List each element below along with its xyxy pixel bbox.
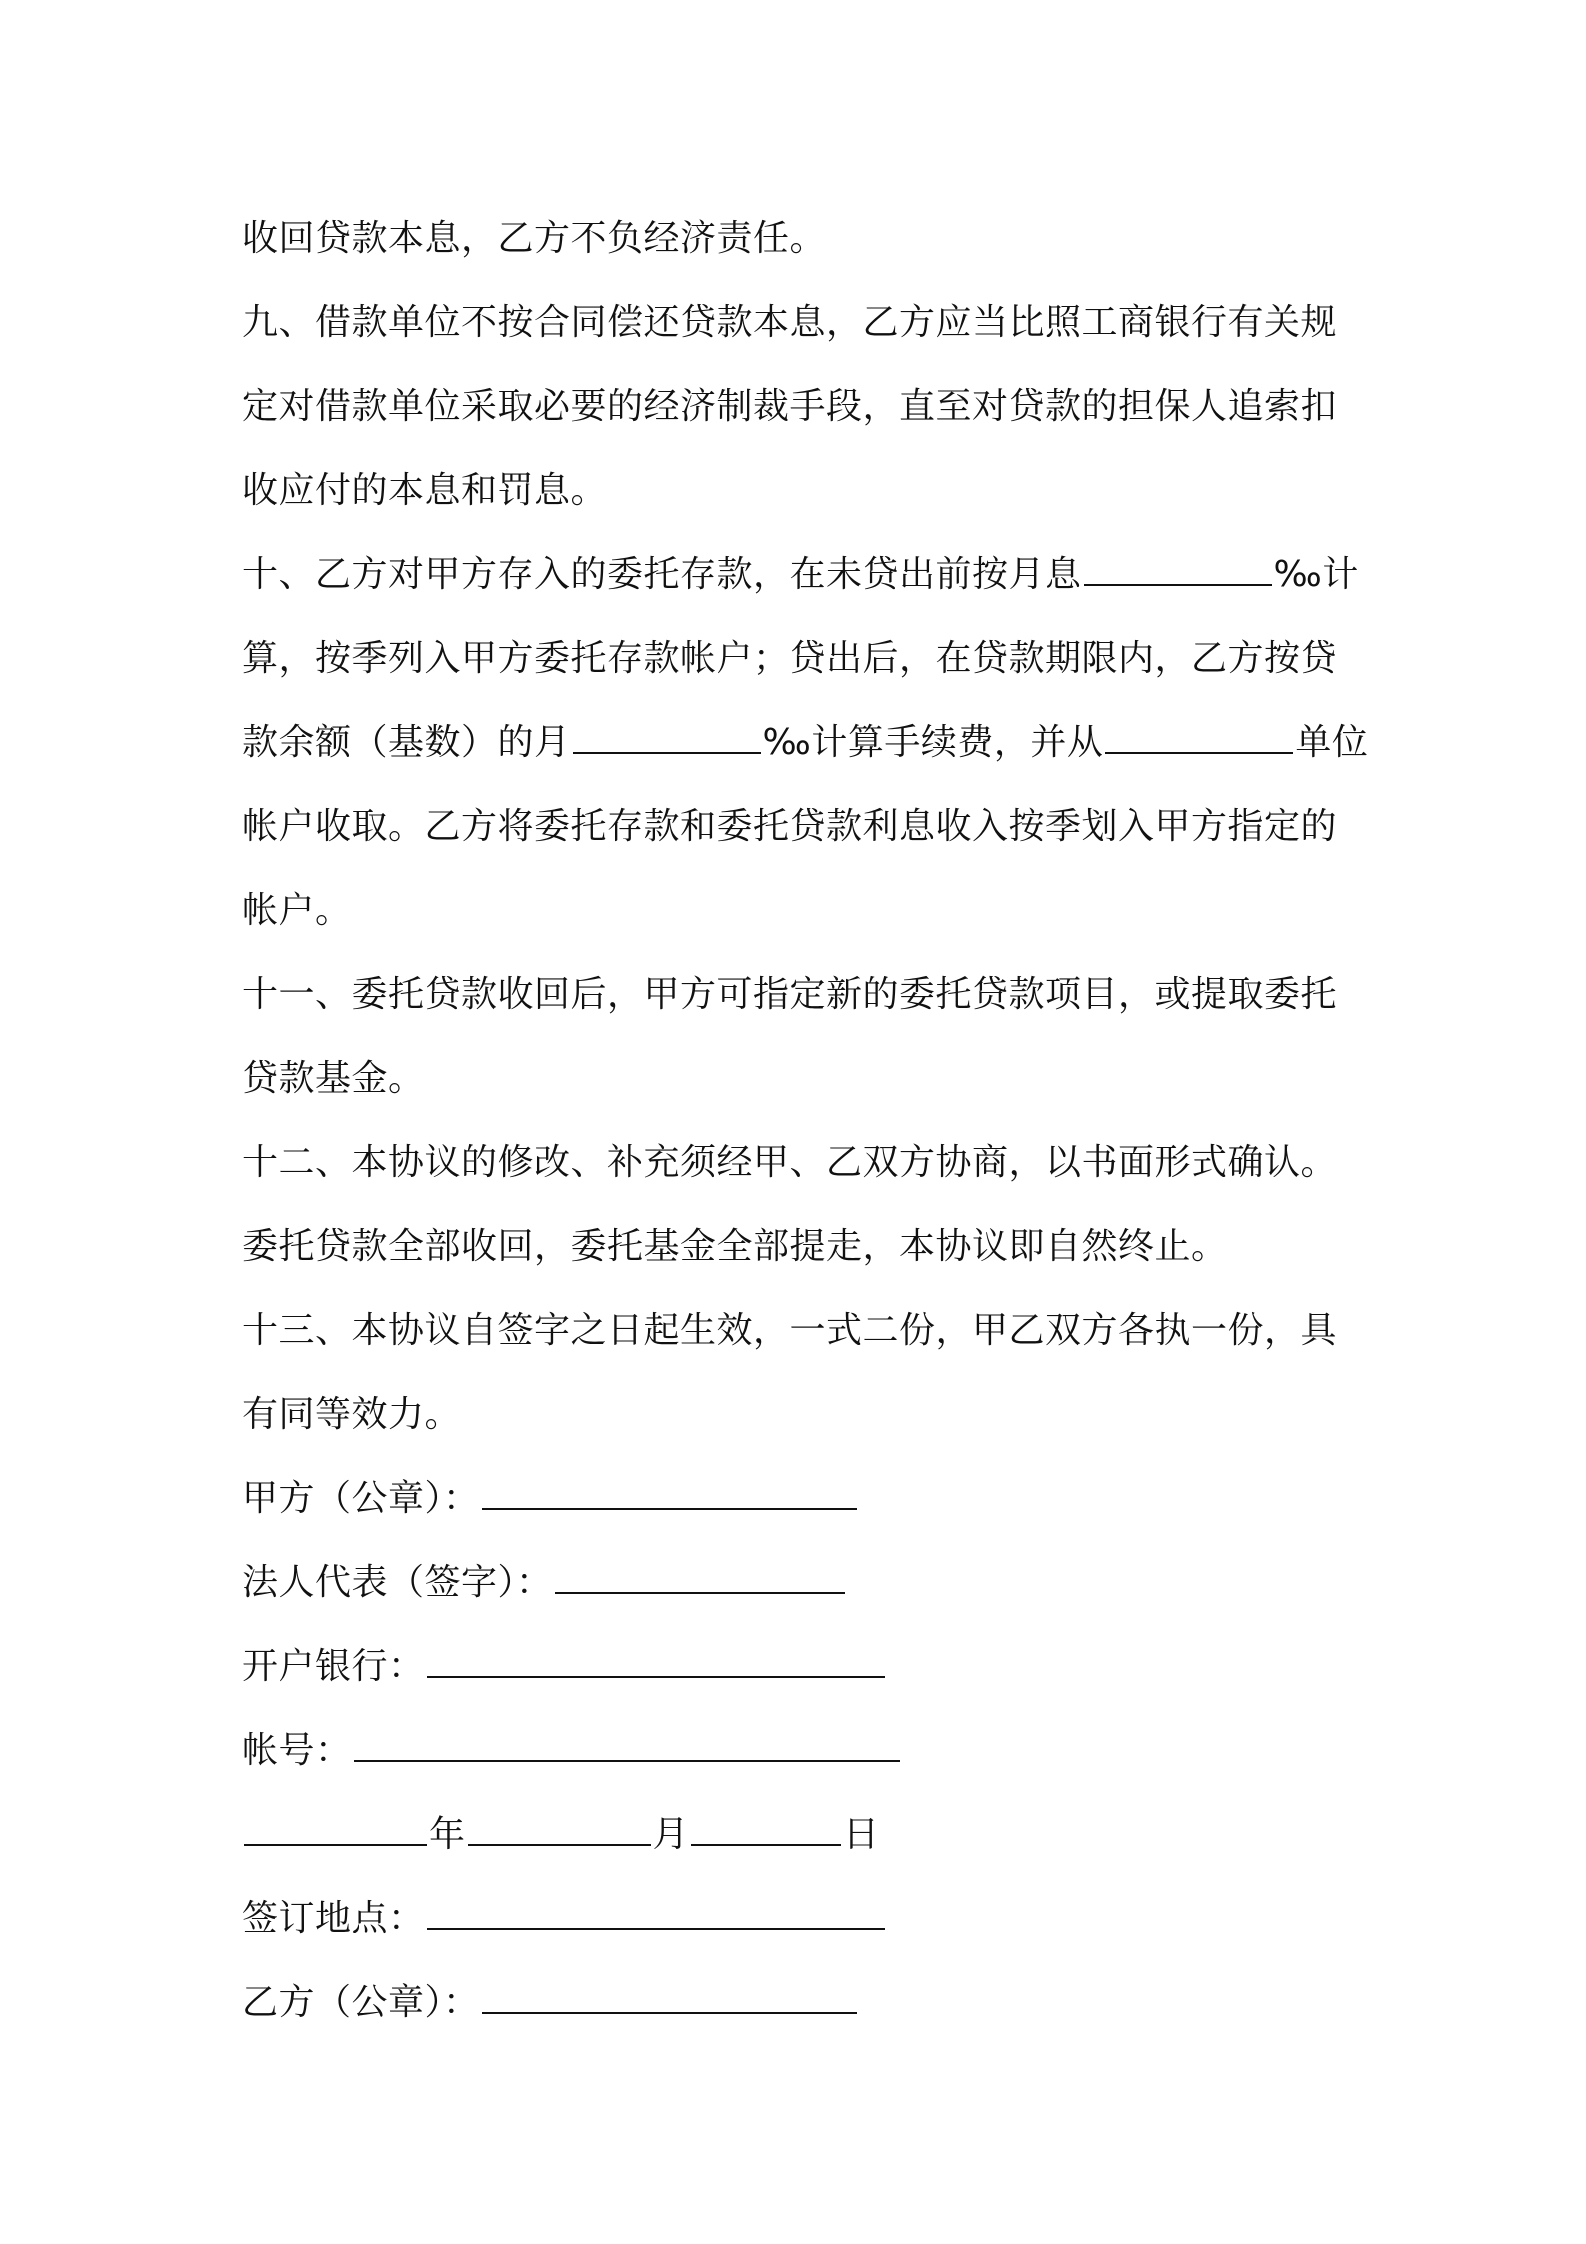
party-a-label: 甲方（公章）： (242, 1478, 480, 1519)
clause-9-line-1: 九、借款单位不按合同偿还贷款本息，乙方应当比照工商银行有关规 (242, 302, 1338, 343)
year-blank (244, 1818, 427, 1846)
document-body (242, 197, 1369, 2045)
clause-10-line-5: 帐户。 (242, 890, 352, 931)
clause-11-line-2: 贷款基金。 (242, 1058, 425, 1099)
party-a-blank (482, 1482, 857, 1510)
bank-blank (427, 1650, 885, 1678)
party-b-seal-row (242, 1961, 1352, 2045)
clause-12-line-1: 十二、本协议的修改、补充须经甲、乙双方协商，以书面形式确认。 (242, 1142, 1338, 1183)
account-label: 帐号： (242, 1730, 352, 1771)
permille-text: ‰计 (1273, 554, 1359, 595)
year-label: 年 (429, 1814, 466, 1855)
clause-10-line-2: 算，按季列入甲方委托存款帐户；贷出后，在贷款期限内，乙方按贷 (242, 638, 1338, 679)
account-row (242, 1709, 1352, 1793)
month-label: 月 (652, 1814, 690, 1855)
month-blank (468, 1818, 651, 1846)
place-blank (427, 1902, 885, 1930)
monthly-rate-blank (1084, 558, 1272, 586)
fee-rate-blank (573, 726, 761, 754)
clause-13-line-1: 十三、本协议自签字之日起生效，一式二份，甲乙双方各执一份，具 (242, 1310, 1338, 1351)
day-label: 日 (843, 1814, 880, 1855)
place-row (242, 1877, 1352, 1961)
legal-rep-row (242, 1541, 1352, 1625)
party-b-blank (482, 1986, 857, 2014)
day-blank (691, 1818, 841, 1846)
clause-10-line-4: 帐户收取。乙方将委托存款和委托贷款利息收入按季划入甲方指定的 (242, 806, 1338, 847)
clause-10-line-3 (242, 701, 1369, 785)
place-label: 签订地点： (242, 1898, 425, 1939)
text-line: 收回贷款本息，乙方不负经济责任。 (242, 218, 827, 259)
bank-row (242, 1625, 1352, 1709)
account-blank (354, 1734, 900, 1762)
clause-10-line-1 (242, 533, 1359, 617)
clause-10-text: 单位 (1295, 722, 1369, 763)
party-a-seal-row (242, 1457, 1352, 1541)
date-row (242, 1793, 1352, 1877)
clause-9-line-3: 收应付的本息和罚息。 (242, 470, 608, 511)
clause-11-line-1: 十一、委托贷款收回后，甲方可指定新的委托贷款项目，或提取委托 (242, 974, 1338, 1015)
clause-13-line-2: 有同等效力。 (242, 1394, 462, 1435)
legal-rep-blank (555, 1566, 845, 1594)
clause-10-text: ‰计算手续费，并从 (762, 722, 1104, 763)
unit-blank (1105, 726, 1293, 754)
party-b-label: 乙方（公章）： (242, 1982, 480, 2023)
clause-12-line-2: 委托贷款全部收回，委托基金全部提走，本协议即自然终止。 (242, 1226, 1228, 1267)
legal-rep-label: 法人代表（签字）： (242, 1562, 553, 1603)
bank-label: 开户银行： (242, 1646, 425, 1687)
clause-10-text: 十、乙方对甲方存入的委托存款，在未贷出前按月息 (242, 554, 1082, 595)
clause-9-line-2: 定对借款单位采取必要的经济制裁手段，直至对贷款的担保人追索扣 (242, 386, 1338, 427)
clause-10-text: 款余额（基数）的月 (242, 722, 571, 763)
